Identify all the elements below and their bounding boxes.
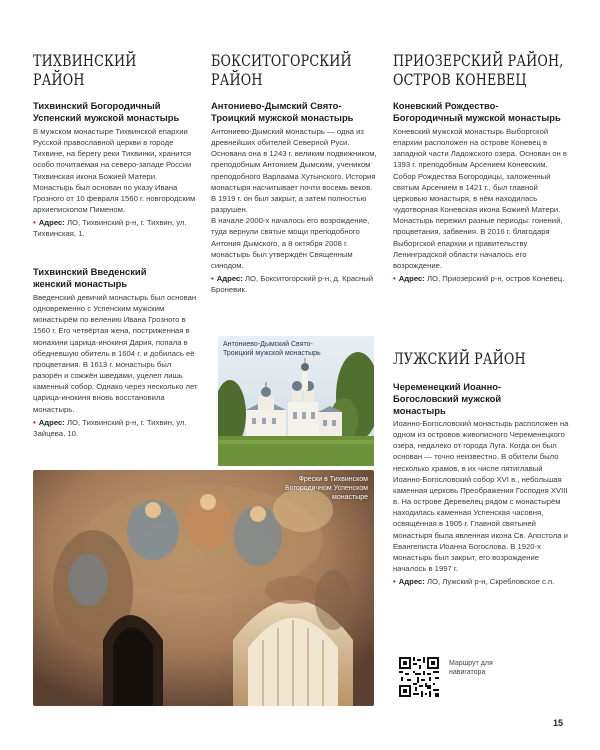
qr-code[interactable]: [399, 657, 439, 697]
entry-title-cheremenetsky: Череменецкий Иоанно-Богословский мужской монастырь: [393, 381, 502, 416]
qr-label: Маршрут для навигатора: [449, 660, 493, 676]
page-number: 15: [553, 718, 564, 728]
entry-text-antoniev-dymsky: Антониево-Дымский монастырь — одна из древнейших обителей Северной Руси. Основана она в 1243 г. великим подвижником, преподобным Антонием Дымским, учеником преподобного Варлаама Хутынского. История монастыря насчитывает почти восемь веков. В 1919 г. он был закрыт, а затем полностью разрушен. В начале 2000-х началось его возрождение, туда вернули святые мощи преподобного Антония Дымского, а 8 октября 2008 г. монастырь был утверждён Священным синодом. • Адрес: ЛО, Бокситогорский р-н, д. Красный Броневик.: [211, 127, 377, 295]
entry-text-tikhvin-bogorodichny: В мужском монастыре Тихвинской епархии Русской православной церкви в городе Тихвине, на берегу реки Тихвинки, хранится особо почитаемая на северо-западе России Тихвинская икона Божией Матери. Монастырь был основан по указу Ивана Грозного от 10 февраля 1560 г. новгородским архиепископом Пименом. • Адрес: ЛО, Тихвинский р-н, г. Тихвин, ул. Тихвинская, 1.: [33, 127, 196, 239]
fresco-illustration: [33, 470, 374, 706]
bullet-icon: •: [33, 417, 36, 427]
bullet-icon: •: [211, 274, 214, 284]
fresco-caption: Фрески в Тихвинском Богородичном Успенском монастыре: [285, 476, 368, 501]
entry-title-tikhvin-bogorodichny: Тихвинский Богородичный Успенский мужской монастырь: [33, 100, 180, 123]
qr-icon: [399, 657, 439, 697]
region-heading-boksitogorsk: БОКСИТОГОРСКИЙ РАЙОН: [211, 52, 352, 89]
entry-text-cheremenetsky: Иоанно-Богословский монастырь расположен на одном из островов живописного Череменецкого озера, недалеко от города Луга. Когда он был основан — точно неизвестно. В обители было несколько храмов, в их числе пятиглавый Иоанно-Богословский собор XVI в., небольшая каменная церковь Преображения Господня XVIII в. На острове Деревелец рядом с монастырём находилась каменная Успенская часовня, освящённая в 1905 г. Главной святыней монастыря была явленная икона Св. Апостола и Евангелиста Иоанна Богослова. В 1920-х монастырь был закрыт, его возрождение началось в 1997 г. • Адрес: ЛО, Лужский р-н, Скребловское с.п.: [393, 419, 569, 587]
fresco-photo: [33, 470, 374, 706]
entry-title-konevsky: Коневский Рождество-Богородичный мужской монастырь: [393, 100, 561, 123]
monastery-caption: Антониево-Дымский Свято-Троицкий мужской монастырь: [223, 341, 321, 357]
bullet-icon: •: [393, 577, 396, 587]
entry-text-konevsky: Коневский мужской монастырь Выборгской епархии расположен на острове Коневец в западной части Ладожского озера. Основан он в 1393 г. преподобным Арсением Коневским. Собор Рождества Богородицы, заложенный святым Арсением в 1421 г., был главной церковью монастыря, в нём находилась чудотворная Коневская икона Божией Матери. Монастырь пережил разные периоды: гонений, процветания, забвения. В 2016 г. благодаря Выборгской епархии и правительству Ленинградской области началось его возрождение. • Адрес: ЛО, Приозерский р-н, остров Коневец.: [393, 127, 567, 284]
bullet-icon: •: [33, 218, 36, 228]
bullet-icon: •: [393, 274, 396, 284]
region-heading-luga: ЛУЖСКИЙ РАЙОН: [393, 350, 526, 368]
monastery-photo: [218, 336, 374, 466]
address-konevsky: ЛО, Приозерский р-н, остров Коневец.: [426, 274, 565, 284]
region-heading-tikhvin: ТИХВИНСКИЙ РАЙОН: [33, 52, 137, 89]
entry-title-antoniev-dymsky: Антониево-Дымский Свято-Троицкий мужской монастырь: [211, 100, 354, 123]
entry-title-tikhvin-vvedensky: Тихвинский Введенский женский монастырь: [33, 266, 147, 289]
entry-text-tikhvin-vvedensky: Введенский девичий монастырь был основан одновременно с Успенским мужским монастырём по велению Ивана Грозного в 1560 г. Его четвёртая жена, постриженная в монахини царица-инокиня Дария, попала в обедневшую обитель в 1604 г. и добилась её процветания. В 1613 г. монастырь был разорён и сожжён шведами, уцелел лишь каменный собор. Однако через несколько лет царица-инокиня вновь восстановила монастырь. • Адрес: ЛО, Тихвинский р-н, г. Тихвин, ул. Зайцева, 10.: [33, 293, 198, 438]
address-tikhvin-vvedensky: ЛО, Тихвинский р-н, г. Тихвин, ул. Зайцева, 10.: [33, 417, 187, 438]
address-cheremenetsky: ЛО, Лужский р-н, Скребловское с.п.: [426, 577, 555, 587]
address-antoniev-dymsky: ЛО, Бокситогорский р-н, д. Красный Броневик.: [211, 274, 374, 295]
region-heading-priozersk: ПРИОЗЕРСКИЙ РАЙОН, ОСТРОВ КОНЕВЕЦ: [393, 52, 564, 89]
address-tikhvin-bogorodichny: ЛО, Тихвинский р-н, г. Тихвин, ул. Тихвинская, 1.: [33, 218, 187, 239]
